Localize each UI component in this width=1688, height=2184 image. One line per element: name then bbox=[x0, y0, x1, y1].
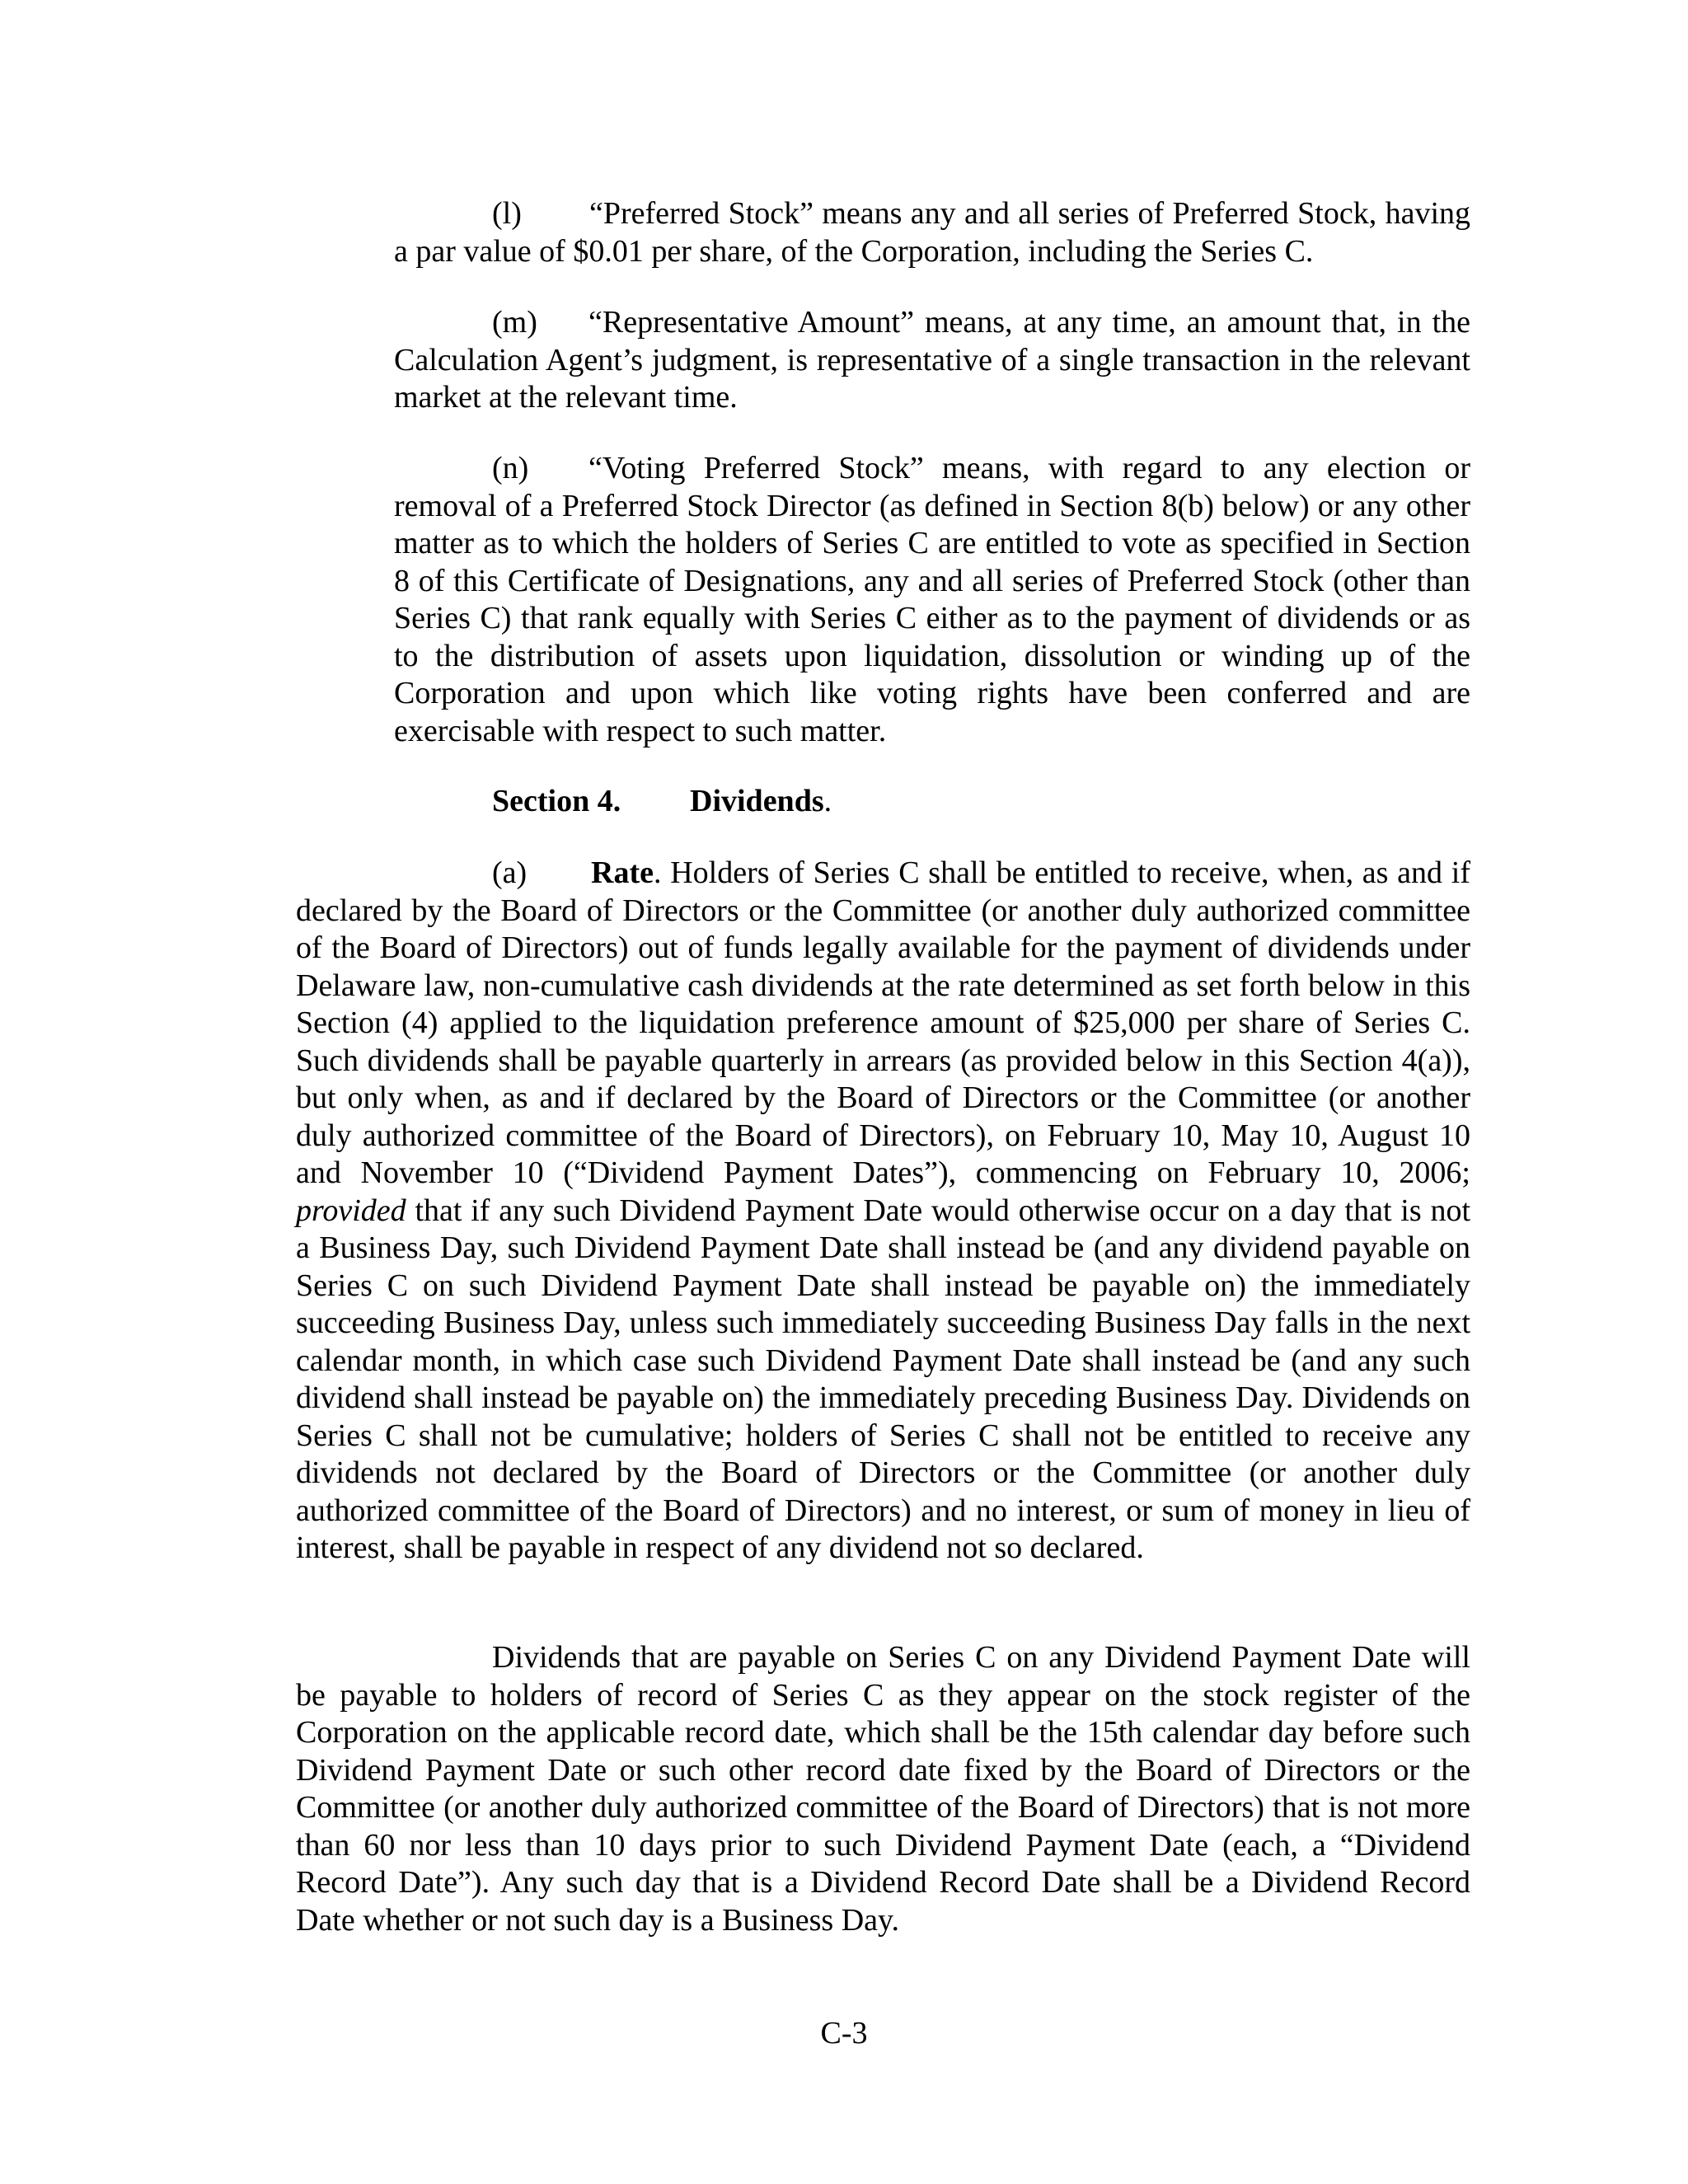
rate-tag: (a) bbox=[492, 855, 528, 890]
definition-representative-amount bbox=[394, 304, 1470, 417]
record-date-text: Dividends that are payable on Series C on any Dividend Payment Date will be payable to holders of record of Series C as they appear on the stock register of the Corporation on the applicable record date, which shall be the 15th calendar day before such Dividend Payment Date or such other record date fixed by the Board of Directors or the Committee (or another duly authorized committee of the Board of Directors) that is not more than 60 nor less than 10 days prior to such Dividend Payment Date (each, a “Dividend Record Date”). Any such day that is a Dividend Record Date shall be a Dividend Record Date whether or not such day is a Business Day. bbox=[296, 1640, 1470, 1938]
definition-preferred-stock bbox=[394, 195, 1470, 270]
rate-text-after: that if any such Dividend Payment Date would otherwise occur on a day that is not a Business Day, such Dividend Payment Date shall instead be (and any dividend payable on Series C on such Dividend Payment Date shall instead be payable on) the immediately succeeding Business Day, unless such immediately succeeding Business Day falls in the next calendar month, in which case such Dividend Payment Date shall instead be (and any such dividend shall instead be payable on) the immediately preceding Business Day. Dividends on Series C shall not be cumulative; holders of Series C shall not be entitled to receive any dividends not declared by the Board of Directors or the Committee (or another duly authorized committee of the Board of Directors) and no interest, or sum of money in lieu of interest, shall be payable in respect of any dividend not so declared. bbox=[296, 1193, 1470, 1565]
rate-heading-punct: . bbox=[653, 855, 662, 890]
rate-paragraph bbox=[296, 855, 1470, 1568]
section-heading bbox=[492, 783, 832, 821]
definition-text: “Voting Preferred Stock” means, with regard to any election or removal of a Preferred Stock Director (as defined in Section 8(b) below) or any other matter as to which the holders of Series C are entitled to vote as specified in Section 8 of this Certificate of Designations, any and all series of Preferred Stock (other than Series C) that rank equally with Series C either as to the payment of dividends or as to the distribution of assets upon liquidation, dissolution or winding up of the Corporation and upon which like voting rights have been conferred and are exercisable with respect to such matter. bbox=[394, 451, 1470, 748]
definition-voting-preferred-stock bbox=[394, 450, 1470, 750]
rate-text-before: Holders of Series C shall be entitled to receive, when, as and if declared by the Board of Directors or the Committee (or another duly authorized committee of the Board of Directors) out of funds legally available for the payment of dividends under Delaware law, non-cumulative cash dividends at the rate determined as set forth below in this Section (4) applied to the liquidation preference amount of $25,000 per share of Series C. Such dividends shall be payable quarterly in arrears (as provided below in this Section 4(a)), but only when, as and if declared by the Board of Directors or the Committee (or another duly authorized committee of the Board of Directors), on February 10, May 10, August 10 and November 10 (“Dividend Payment Dates”), commencing on February 10, 2006; bbox=[296, 855, 1470, 1190]
definition-text: “Representative Amount” means, at any time, an amount that, in the Calculation Agent’s judgment, is representative of a single transaction in the relevant market at the relevant time. bbox=[394, 305, 1470, 415]
section-title: Dividends bbox=[690, 784, 824, 818]
rate-provided: provided bbox=[296, 1193, 406, 1228]
definition-text: “Preferred Stock” means any and all series of Preferred Stock, having a par value of $0.01 per share, of the Corporation, including the Series C. bbox=[394, 196, 1470, 269]
record-date-paragraph bbox=[296, 1639, 1470, 1939]
definition-tag: (n) bbox=[492, 451, 529, 485]
section-title-punct: . bbox=[823, 784, 832, 818]
page-number: C-3 bbox=[820, 2016, 868, 2050]
section-number: Section 4. bbox=[492, 784, 621, 818]
definition-tag: (m) bbox=[492, 305, 537, 340]
definition-tag: (l) bbox=[492, 196, 522, 231]
rate-heading: Rate bbox=[591, 855, 654, 890]
